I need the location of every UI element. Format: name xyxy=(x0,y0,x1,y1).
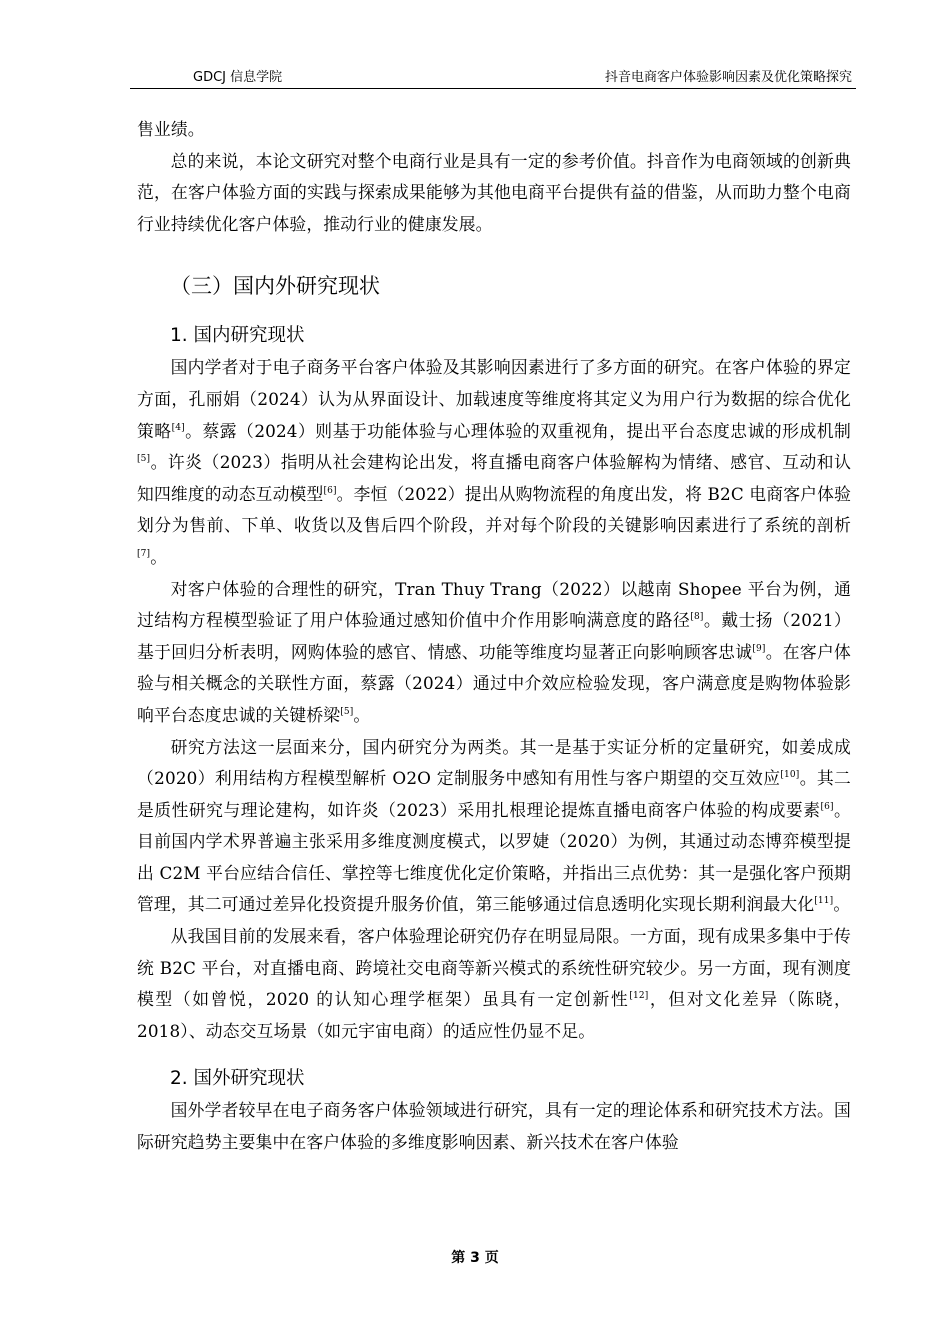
text-segment: 。蔡露（2024）则基于功能体验与心理体验的双重视角，提出平台态度忠诚的形成机制 xyxy=(184,420,851,441)
citation-ref: [9] xyxy=(752,643,766,654)
page-number: 第 3 页 xyxy=(451,1250,499,1266)
citation-ref: [12] xyxy=(629,991,649,1002)
header-divider xyxy=(130,88,856,89)
paragraph-domestic-rationality xyxy=(137,574,851,732)
paragraph-domestic-methods xyxy=(137,732,851,922)
text-segment: 。 xyxy=(150,546,168,567)
header-thesis-title: 抖音电商客户体验影响因素及优化策略探究 xyxy=(604,70,852,85)
citation-ref: [4] xyxy=(171,422,185,433)
paragraph-foreign-intro: 国外学者较早在电子商务客户体验领域进行研究，具有一定的理论体系和研究技术方法。国际研究趋势主要集中在客户体验的多维度影响因素、新兴技术在客户体验 xyxy=(137,1100,851,1153)
text-segment: 。其二是质性研究与理论建构，如许炎（2023）采用扎根理论提炼直播电商客户体验的构成要素 xyxy=(137,768,851,820)
subsection-heading-foreign: 2. 国外研究现状 xyxy=(170,1068,305,1090)
subsection-heading-domestic: 1. 国内研究现状 xyxy=(170,325,305,347)
citation-ref: [5] xyxy=(137,454,151,465)
text-segment: 。在客户体验与相关概念的关联性方面，蔡露（2024）通过中介效应检验发现，客户满意度是购物体验影响平台态度忠诚的关键桥梁 xyxy=(137,641,851,725)
paragraph-domestic-definition xyxy=(137,352,851,573)
text-segment: 。戴士扬（2021）基于回归分析表明，网购体验的感官、情感、功能等维度均显著正向影响顾客忠诚 xyxy=(137,610,851,662)
text-segment: ，但对文化差异（陈晓，2018）、动态交互场景（如元宇宙电商）的适应性仍显不足。 xyxy=(137,989,851,1041)
text-segment: 。许炎（2023）指明从社会建构论出发，将直播电商客户体验解构为情绪、感官、互动和认知四维度的动态互动模型 xyxy=(137,452,851,504)
text-segment: 从我国目前的发展来看，客户体验理论研究仍存在明显局限。一方面，现有成果多集中于传统 B2C 平台，对直播电商、跨境社交电商等新兴模式的系统性研究较少。另一方面，现有测度模型（如曾悦，2020 的认知心理学框架）虽具有一定创新性 xyxy=(137,926,851,1010)
citation-ref: [6] xyxy=(820,801,834,812)
text-segment: 。目前国内学术界普遍主张采用多维度测度模式，以罗婕（2020）为例，其通过动态博弈模型提出 C2M 平台应结合信任、掌控等七维度优化定价策略，并指出三点优势：其一是强化客户预期管理，其二可通过差异化投资提升服务价值，第三能够通过信息透明化实现长期利润最大化 xyxy=(137,799,851,915)
paragraph-domestic-limitations xyxy=(137,921,851,1047)
text-segment: 。 xyxy=(833,894,851,915)
citation-ref: [5] xyxy=(340,706,354,717)
page-body xyxy=(137,114,851,1159)
text-segment: 对客户体验的合理性的研究，Tran Thuy Trang（2022）以越南 Shopee 平台为例，通过结构方程模型验证了用户体验通过感知价值中介作用影响满意度的路径 xyxy=(137,578,851,631)
text-segment: 。 xyxy=(353,704,371,725)
text-segment: 。李恒（2022）提出从购物流程的角度出发，将 B2C 电商客户体验划分为售前、下单、收货以及售后四个阶段，并对每个阶段的关键影响因素进行了系统的剖析 xyxy=(137,483,852,536)
text-segment: 国内学者对于电子商务平台客户体验及其影响因素进行了多方面的研究。在客户体验的界定方面，孔丽娟（2024）认为从界面设计、加载速度等维度将其定义为用户行为数据的综合优化策略 xyxy=(137,357,851,441)
citation-ref: [6] xyxy=(323,485,337,496)
citation-ref: [7] xyxy=(137,548,151,559)
citation-ref: [8] xyxy=(690,612,704,623)
header-school: GDCJ 信息学院 xyxy=(193,70,283,85)
paragraph-summary: 总的来说，本论文研究对整个电商行业是具有一定的参考价值。抖音作为电商领域的创新典范，在客户体验方面的实践与探索成果能够为其他电商平台提供有益的借鉴，从而助力整个电商行业持续优化客户体验，推动行业的健康发展。 xyxy=(137,150,851,234)
section-heading: （三）国内外研究现状 xyxy=(170,274,380,299)
citation-ref: [11] xyxy=(814,896,834,907)
page-header xyxy=(130,68,856,88)
paragraph-continued: 售业绩。 xyxy=(137,119,205,139)
citation-ref: [10] xyxy=(780,770,800,781)
text-segment: 研究方法这一层面来分，国内研究分为两类。其一是基于实证分析的定量研究，如姜成成（2020）利用结构方程模型解析 O2O 定制服务中感知有用性与客户期望的交互效应 xyxy=(137,736,851,789)
